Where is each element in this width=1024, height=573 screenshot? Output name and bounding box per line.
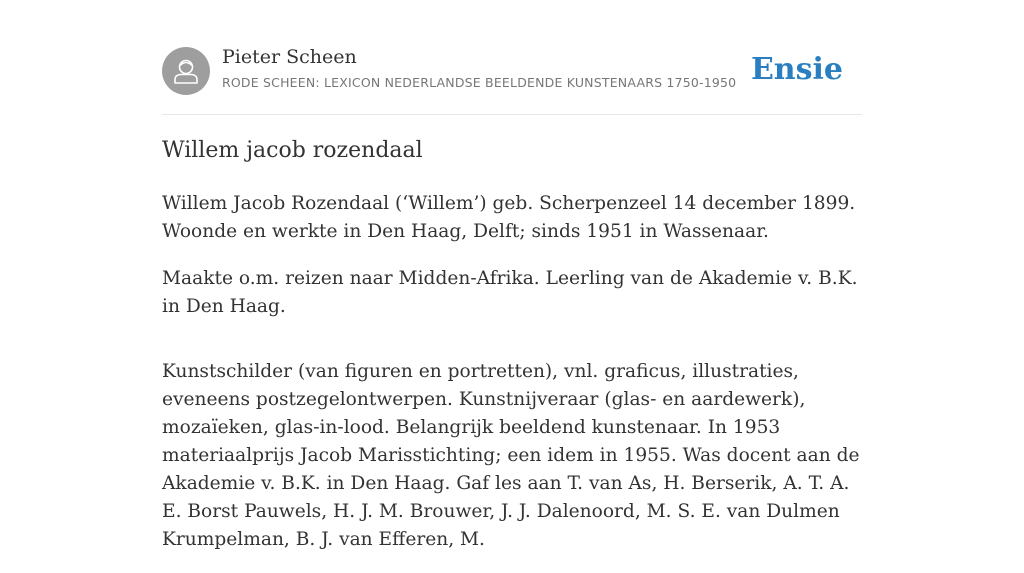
article-body bbox=[162, 190, 864, 573]
article-header bbox=[162, 0, 862, 115]
paragraph: Willem Jacob Rozendaal (‘Willem’) geb. Scherpenzeel 14 december 1899. Woonde en werkte in Den Haag, Delft; sinds 1951 in Wassenaar. bbox=[162, 193, 856, 242]
paragraph: Maakte o.m. reizen naar Midden-Afrika. Leerling van de Akademie v. B.K. in Den Haag. bbox=[162, 268, 858, 317]
page-title: Willem jacob rozendaal bbox=[162, 138, 423, 163]
paragraph: Kunstschilder (van figuren en portretten), vnl. graficus, illustraties, eveneens postzegelontwerpen. Kunstnijveraar (glas- en aardewerk), mozaïeken, glas-in-lood. Belangrijk beeldend kunstenaar. In 1953 materiaalprijs Jacob Marisstichting; een idem in 1955. Was docent aan de Akademie v. B.K. in Den Haag. Gaf les aan T. van As, H. Berserik, A. T. A. E. Borst Pauwels, H. J. M. Brouwer, J. J. Dalenoord, M. S. E. van Dulmen Krumpelman, B. J. van Efferen, M. bbox=[162, 361, 860, 550]
source-title[interactable]: RODE SCHEEN: LEXICON NEDERLANDSE BEELDENDE KUNSTENAARS 1750-1950 bbox=[222, 75, 737, 90]
avatar[interactable] bbox=[162, 47, 210, 95]
ensie-logo[interactable]: Ensie bbox=[750, 52, 843, 87]
user-icon bbox=[162, 47, 210, 95]
author-name[interactable]: Pieter Scheen bbox=[222, 46, 357, 68]
article-container bbox=[162, 0, 862, 550]
